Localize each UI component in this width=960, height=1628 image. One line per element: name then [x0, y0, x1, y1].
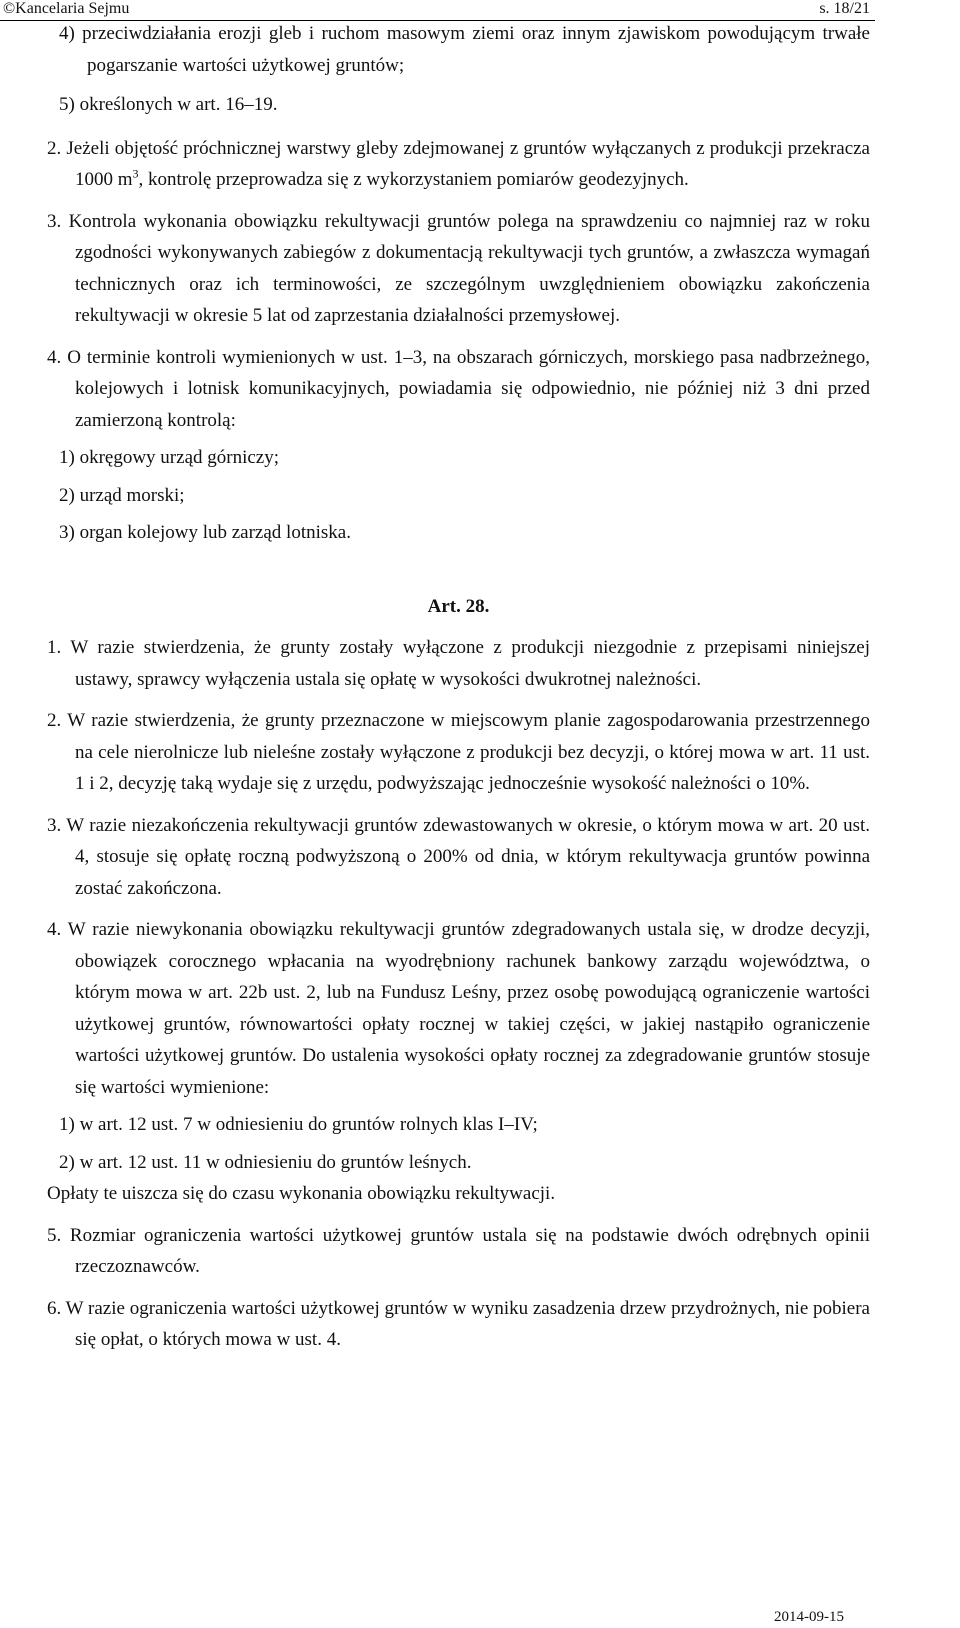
article-paragraph-3: 3. W razie niezakończenia rekultywacji gruntów zdewastowanych w okresie, o którym mowa w art. 20 ust. 4, stosuje się opłatę roczną podwyższoną o 200% od dnia, w którym rekultywacja gruntów powinna zostać zakończona.	[47, 814, 870, 899]
article-paragraph-5: 5. Rozmiar ograniczenia wartości użytkowej gruntów ustala się na podstawie dwóch odrębnych opinii rzeczoznawców.	[47, 1224, 870, 1277]
paragraph-3: 3. Kontrola wykonania obowiązku rekultywacji gruntów polega na sprawdzeniu co najmniej raz w roku zgodności wykonywanych zabiegów z dokumentacją rekultywacji tych gruntów, a zwłaszcza wymagań technicznych oraz ich terminowości, ze szczególnym uwzględnieniem obowiązku zakończenia rekultywacji w okresie 5 lat od zaprzestania działalności przemysłowej.	[47, 210, 870, 326]
article-title: Art. 28.	[427, 595, 490, 617]
document-body	[47, 18, 870, 1356]
paragraph-4-item-3: 3) organ kolejowy lub zarząd lotniska.	[59, 522, 351, 543]
article-paragraph-4-item-2: 2) w art. 12 ust. 11 w odniesieniu do gruntów leśnych.	[59, 1151, 472, 1173]
paragraph-2-text-b: , kontrolę przeprowadza się z wykorzystaniem pomiarów geodezyjnych.	[138, 169, 689, 190]
paragraph-4-item-2: 2) urząd morski;	[59, 484, 185, 506]
list-item-5: 5) określonych w art. 16–19.	[59, 94, 278, 115]
article-paragraph-2: 2. W razie stwierdzenia, że grunty przeznaczone w miejscowym planie zagospodarowania przestrzennego na cele nierolnicze lub nieleśne zostały wyłączone z produkcji bez decyzji, o której mowa w art. 11 ust. 1 i 2, decyzję taką wydaje się z urzędu, podwyższając jednocześnie wysokość należności o 10%.	[47, 710, 870, 794]
page-number: s. 18/21	[819, 0, 870, 17]
paragraph-2-superscript: 3	[132, 166, 139, 181]
paragraph-4: 4. O terminie kontroli wymienionych w ust. 1–3, na obszarach górniczych, morskiego pasa nadbrzeżnego, kolejowych i lotnisk komunikacyjnych, powiadamia się odpowiednio, nie później niż 3 dni przed zamierzoną kontrolą:	[47, 346, 870, 431]
list-item-4: 4) przeciwdziałania erozji gleb i ruchom masowym ziemi oraz innym zjawiskom powodującym trwałe pogarszanie wartości użytkowej gruntów;	[59, 23, 870, 76]
paragraph-4-item-1: 1) okręgowy urząd górniczy;	[59, 447, 280, 468]
article-paragraph-4-item-1: 1) w art. 12 ust. 7 w odniesieniu do gruntów rolnych klas I–IV;	[59, 1114, 538, 1135]
paragraph-2	[47, 133, 870, 196]
document-date: 2014-09-15	[774, 1609, 844, 1625]
copyright-notice: ©Kancelaria Sejmu	[3, 0, 130, 17]
article-paragraph-4-tail: Opłaty te uiszcza się do czasu wykonania obowiązku rekultywacji.	[47, 1183, 556, 1204]
article-paragraph-6: 6. W razie ograniczenia wartości użytkowej gruntów w wyniku zasadzenia drzew przydrożnych, nie pobiera się opłat, o których mowa w ust. 4.	[47, 1297, 870, 1350]
article-paragraph-1: 1. W razie stwierdzenia, że grunty zostały wyłączone z produkcji niezgodnie z przepisami niniejszej ustawy, sprawcy wyłączenia ustala się opłatę w wysokości dwukrotnej należności.	[47, 637, 870, 690]
article-paragraph-4: 4. W razie niewykonania obowiązku rekultywacji gruntów zdegradowanych ustala się, w drodze decyzji, obowiązek corocznego wpłacania na wyodrębniony rachunek bankowy zarządu województwa, o którym mowa w art. 22b ust. 2, lub na Fundusz Leśny, przez osobę powodującą ograniczenie wartości użytkowej gruntów, równowartości opłaty rocznej w takiej części, w jakiej nastąpiło ograniczenie wartości użytkowej gruntów. Do ustalenia wysokości opłaty rocznej za zdegradowanie gruntów stosuje się wartości wymienione:	[47, 919, 870, 1098]
paragraph-2-text-a: 2. Jeżeli objętość próchnicznej warstwy gleby zdejmowanej z gruntów wyłączanych z produkcji przekracza 1000 m	[47, 137, 870, 190]
